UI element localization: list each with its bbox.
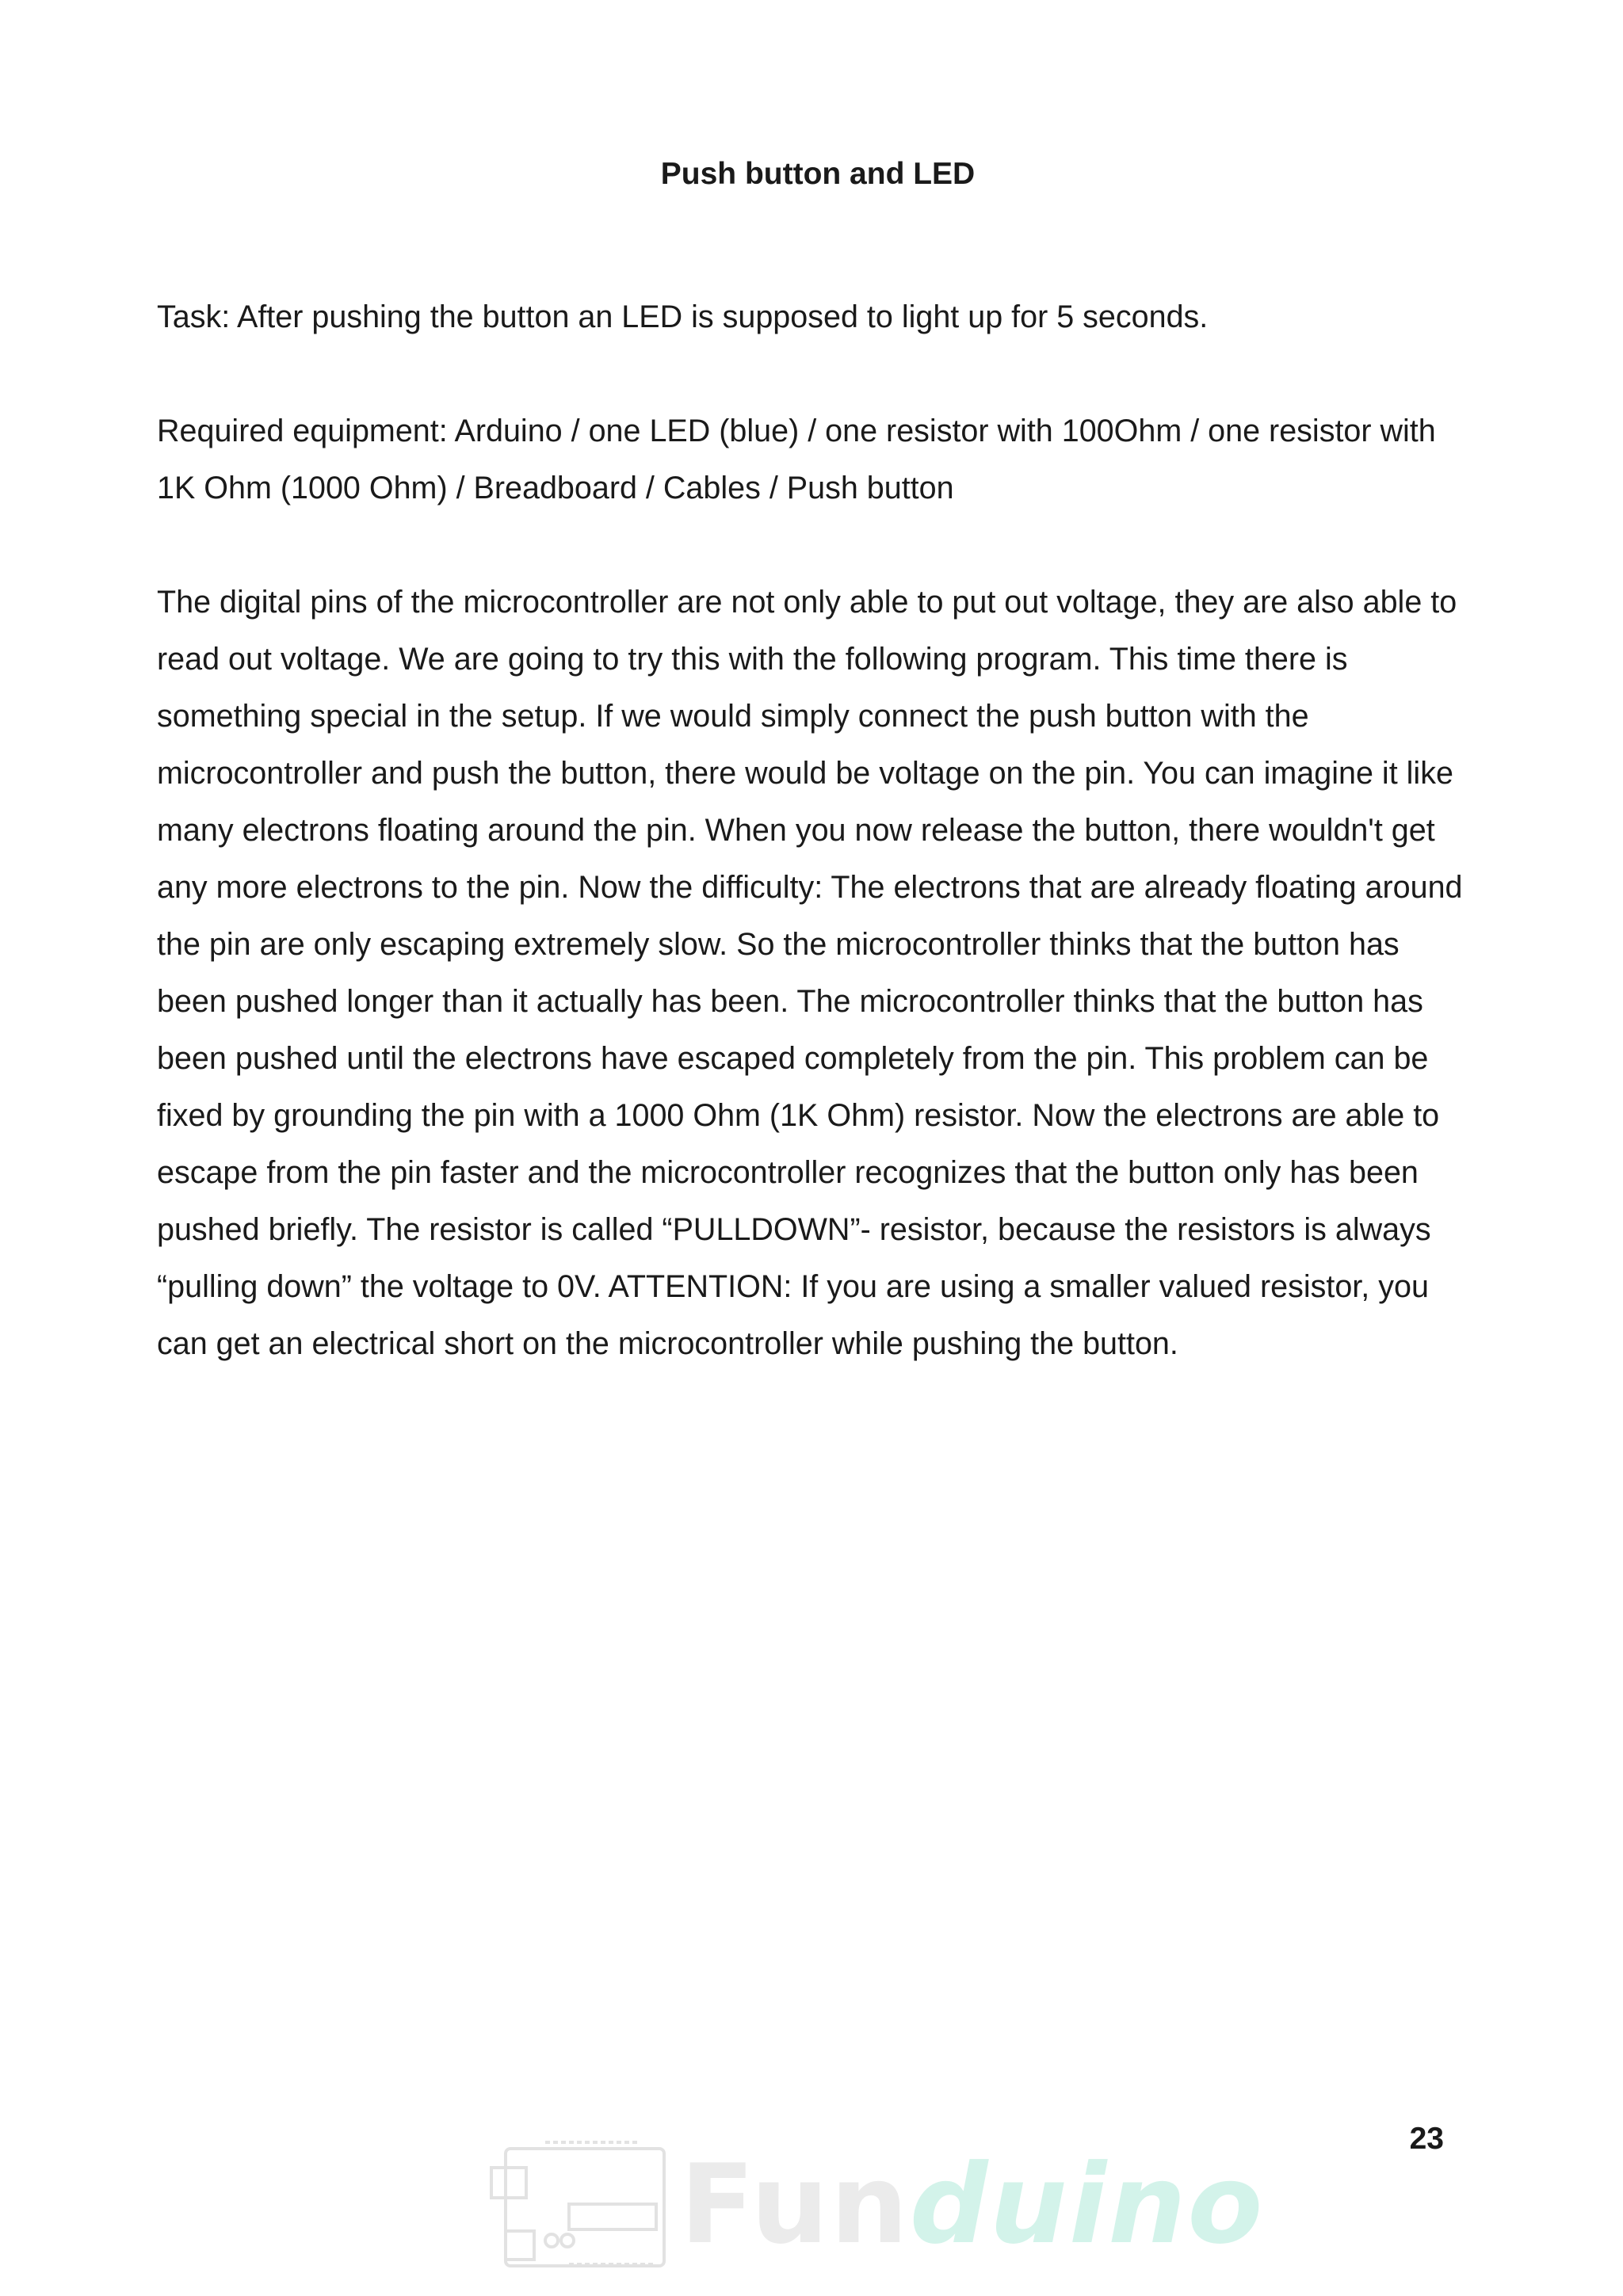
watermark-text-duino: duino	[909, 2141, 1265, 2268]
paragraph-gap	[157, 517, 1472, 574]
funduino-watermark	[490, 2138, 1265, 2272]
paragraph-gap	[157, 345, 1472, 402]
equipment-paragraph: Required equipment: Arduino / one LED (blue) / one resistor with 100Ohm / one resistor with 1K Ohm (1000 Ohm) / Breadboard / Cables / Push button	[157, 414, 1436, 505]
explanation-paragraph: The digital pins of the microcontroller are not only able to put out voltage, they are also able to read out voltage. We are going to try this with the following program. This time there is something special in the setup. If we would simply connect the push button with the microcontroller and push the button, there would be voltage on the pin. You can imagine it like many electrons floating around the pin. When you now release the button, there wouldn't get any more electrons to the pin. Now the difficulty: The electrons that are already floating around the pin are only escaping extremely slow. So the microcontroller thinks that the button has been pushed longer than it actually has been. The microcontroller thinks that the button has been pushed until the electrons have escaped completely from the pin. This problem can be fixed by grounding the pin with a 1000 Ohm (1K Ohm) resistor. Now the electrons are able to escape from the pin faster and the microcontroller recognizes that the button only has been pushed briefly. The resistor is called “PULLDOWN”- resistor, because the resistors is always “pulling down” the voltage to 0V. ATTENTION: If you are using a smaller valued resistor, you can get an electrical short on the microcontroller while pushing the button.	[157, 585, 1463, 1361]
page-number: 23	[1409, 2122, 1444, 2156]
arduino-board-icon	[490, 2138, 672, 2272]
watermark-wordmark	[680, 2141, 1265, 2268]
task-paragraph: Task: After pushing the button an LED is supposed to light up for 5 seconds.	[157, 299, 1209, 334]
page-title: Push button and LED	[660, 157, 976, 191]
document-body	[157, 288, 1472, 1372]
watermark-text-fun: Fun	[680, 2141, 910, 2268]
